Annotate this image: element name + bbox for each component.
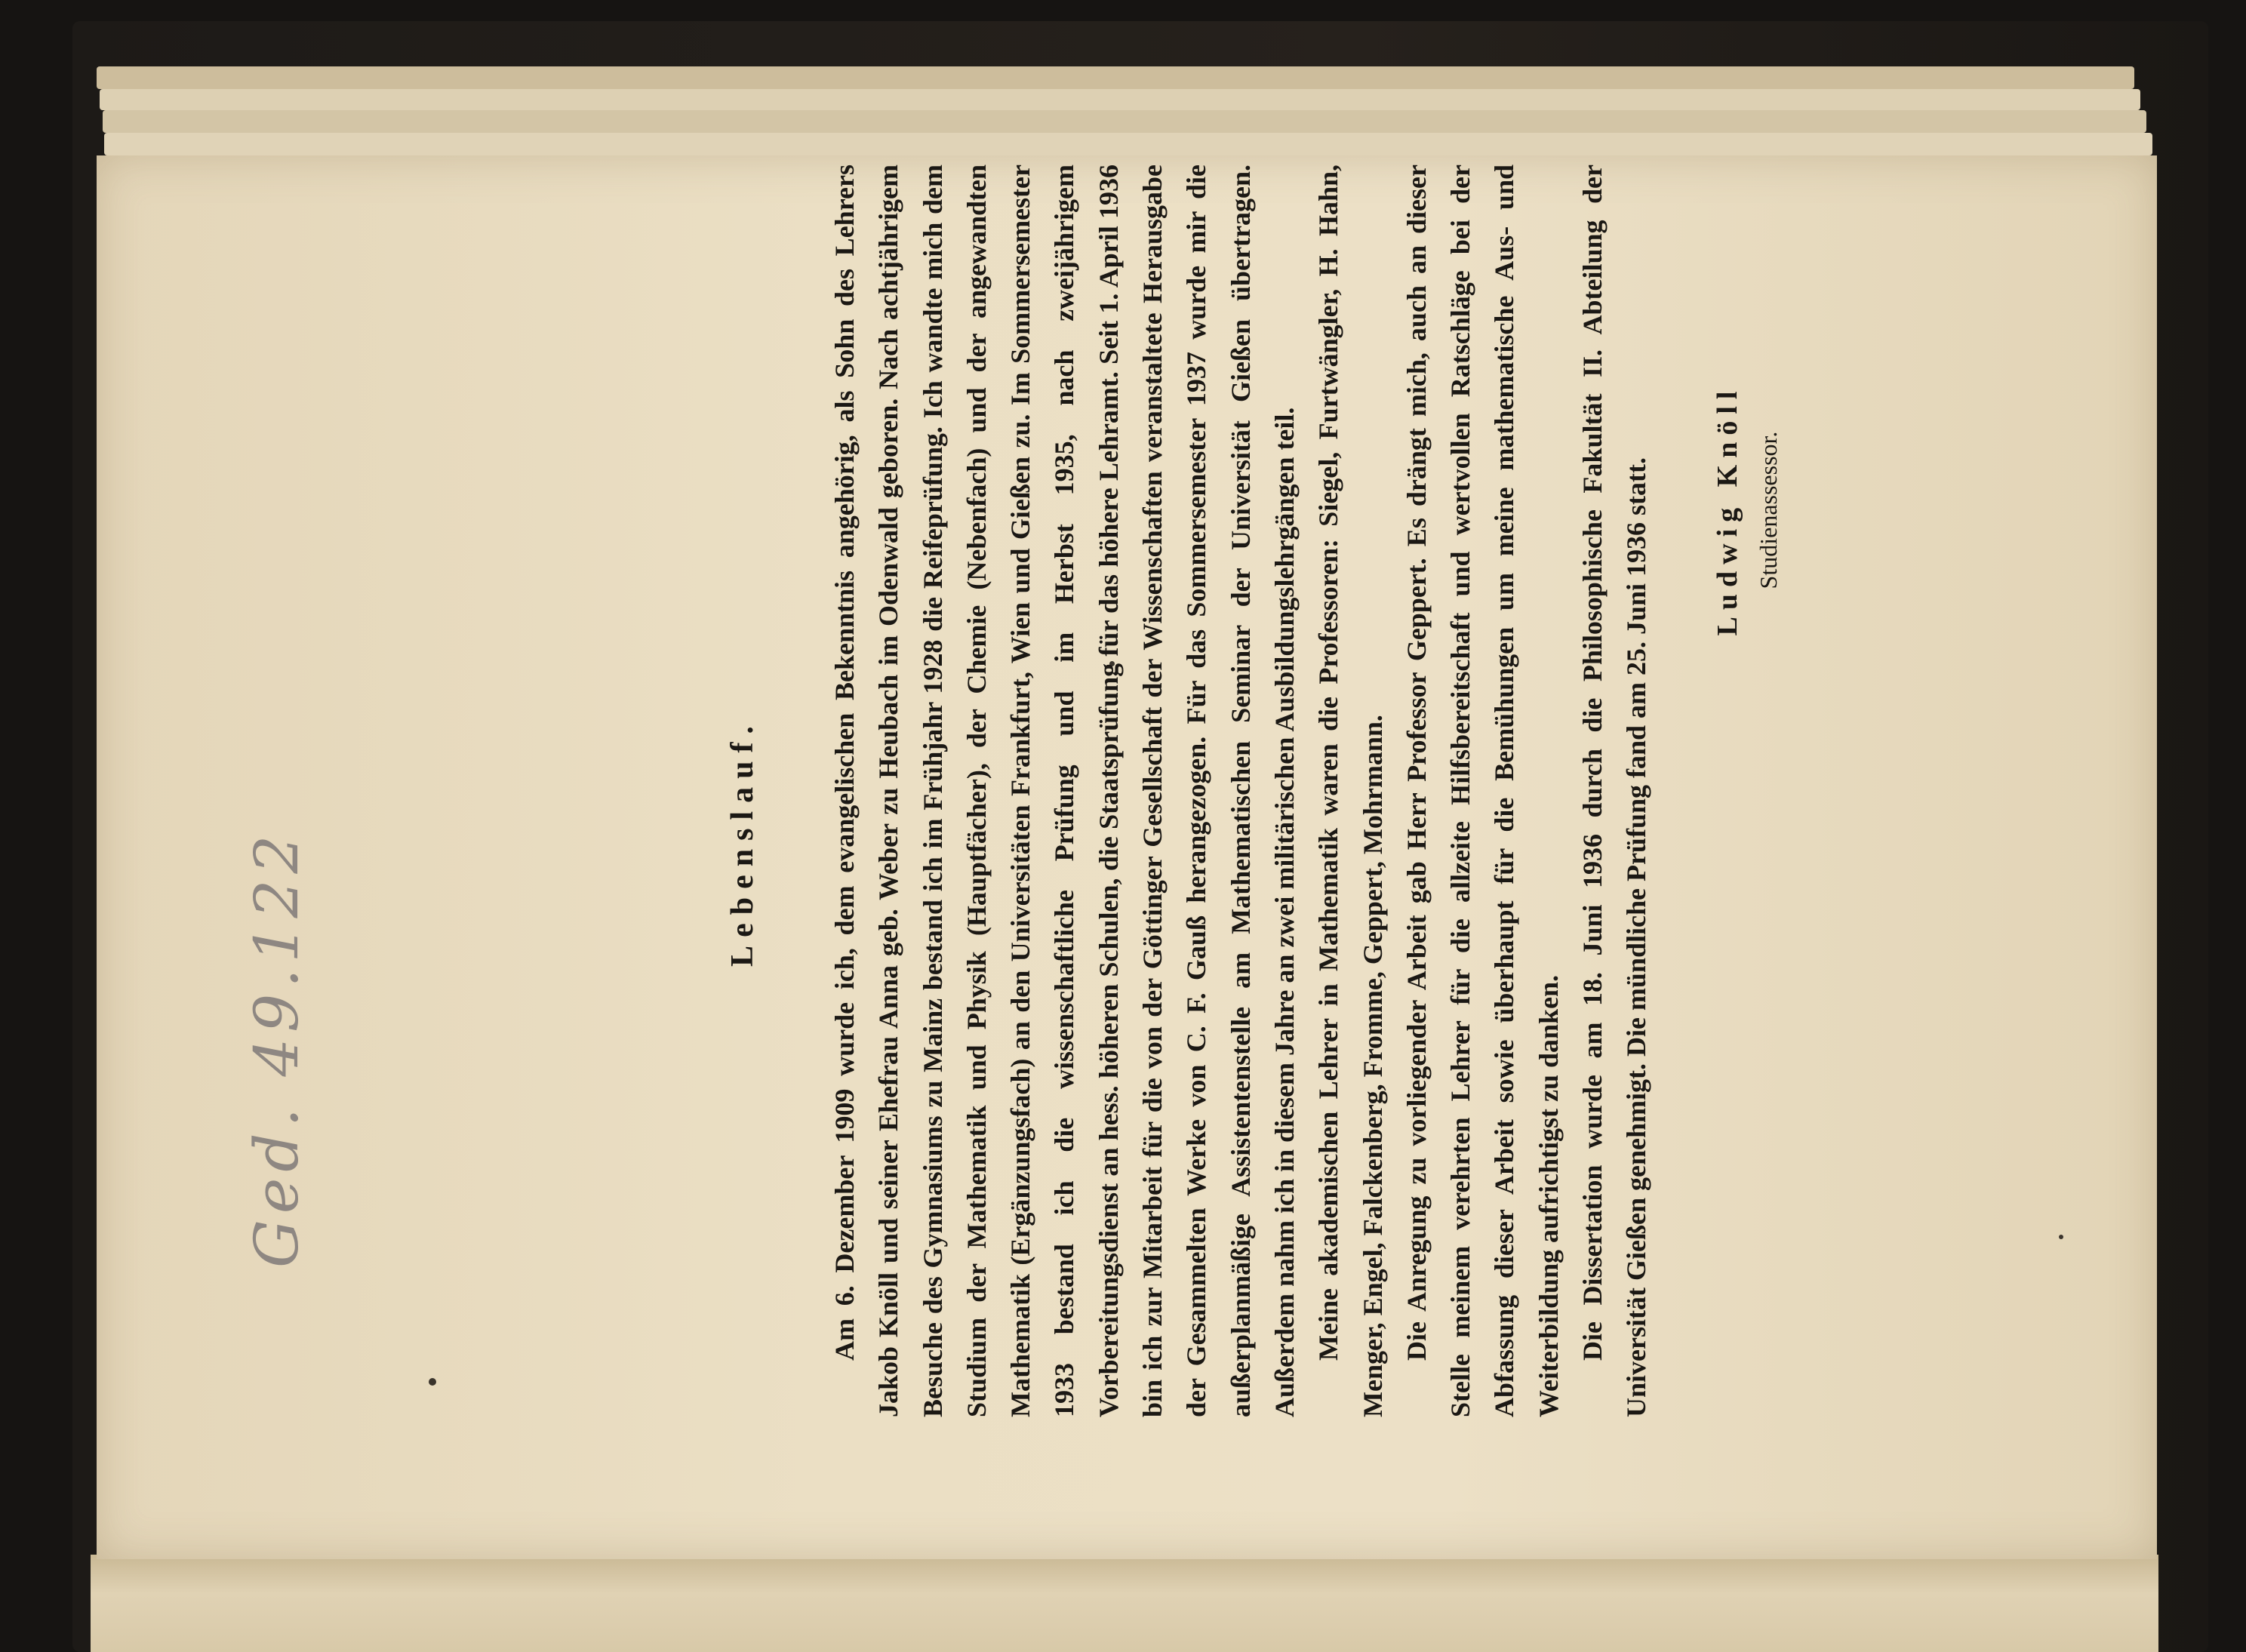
paper-speck xyxy=(2059,1235,2063,1239)
paragraph-teachers: Meine akademischen Lehrer in Mathematik waren die Professoren: Siegel, Furtwängler, H. Hahn, Menger, Engel, Falckenberg, Fromme, Geppert, Mohrmann. xyxy=(1313,165,1388,1417)
body-text xyxy=(823,165,1659,1417)
rotated-page-content xyxy=(574,163,1841,1521)
page-title: Lebenslauf. xyxy=(725,718,760,967)
paragraph-biography: Am 6. Dezember 1909 wurde ich, dem evangelischen Bekenntnis angehörig, als Sohn des Lehrers Jakob Knöll und seiner Ehefrau Anna geb. Weber zu Heubach im Odenwald geboren. Nach achtjährigem Besuche des Gymnasiums zu Mainz bestand ich im Frühjahr 1928 die Reifeprüfung. Ich wandte mich dem Studium der Mathematik und Physik (Hauptfächer), der Chemie (Nebenfach) und der angewandten Mathematik (Ergänzungsfach) an den Universitäten Frankfurt, Wien und Gießen zu. Im Sommersemester 1933 bestand ich die wissenschaftliche Prüfung und im Herbst 1935, nach zweijährigem Vorbereitungsdienst an hess. höheren Schulen, die Staatsprüfung für das höhere Lehramt. Seit 1. April 1936 bin ich zur Mitarbeit für die von der Göttinger Gesellschaft der Wissenschaften veranstaltete Herausgabe der Gesammelten Werke von C. F. Gauß herangezogen. Für das Sommersemester 1937 wurde mir die außerplanmäßige Assistentenstelle am Mathematischen Seminar der Universität Gießen übertragen. Außerdem nahm ich in diesem Jahre an zwei militärischen Ausbildungslehrgängen teil. xyxy=(829,165,1300,1417)
facing-page-edge xyxy=(91,1555,2158,1652)
signature-block xyxy=(1706,246,1787,774)
page-edge xyxy=(100,89,2140,110)
page-edge xyxy=(104,133,2152,155)
page-edge xyxy=(97,66,2134,89)
shelfmark-text: Ged. 49.122 xyxy=(242,829,312,1268)
signature-role: Studienassessor. xyxy=(1755,431,1782,589)
pencil-shelfmark xyxy=(242,829,325,1268)
signature-name: Ludwig Knöll xyxy=(1712,384,1743,636)
paper-speck xyxy=(429,1378,436,1386)
paragraph-acknowledgement: Die Anregung zu vorliegender Arbeit gab Herr Professor Geppert. Es drängt mich, auch an dieser Stelle meinem verehrten Lehrer für die allzeite Hilfsbereitschaft und wertvollen Ratschläge bei der Abfassung dieser Arbeit sowie überhaupt für die Bemühungen um meine mathematische Aus- und Weiterbildung aufrichtigst zu danken. xyxy=(1401,165,1564,1417)
page-edge xyxy=(103,110,2146,133)
paragraph-dissertation: Die Dissertation wurde am 18. Juni 1936 durch die Philosophische Fakultät II. Abteilung der Universität Gießen genehmigt. Die mündliche Prüfung fand am 25. Juni 1936 statt. xyxy=(1577,165,1652,1417)
